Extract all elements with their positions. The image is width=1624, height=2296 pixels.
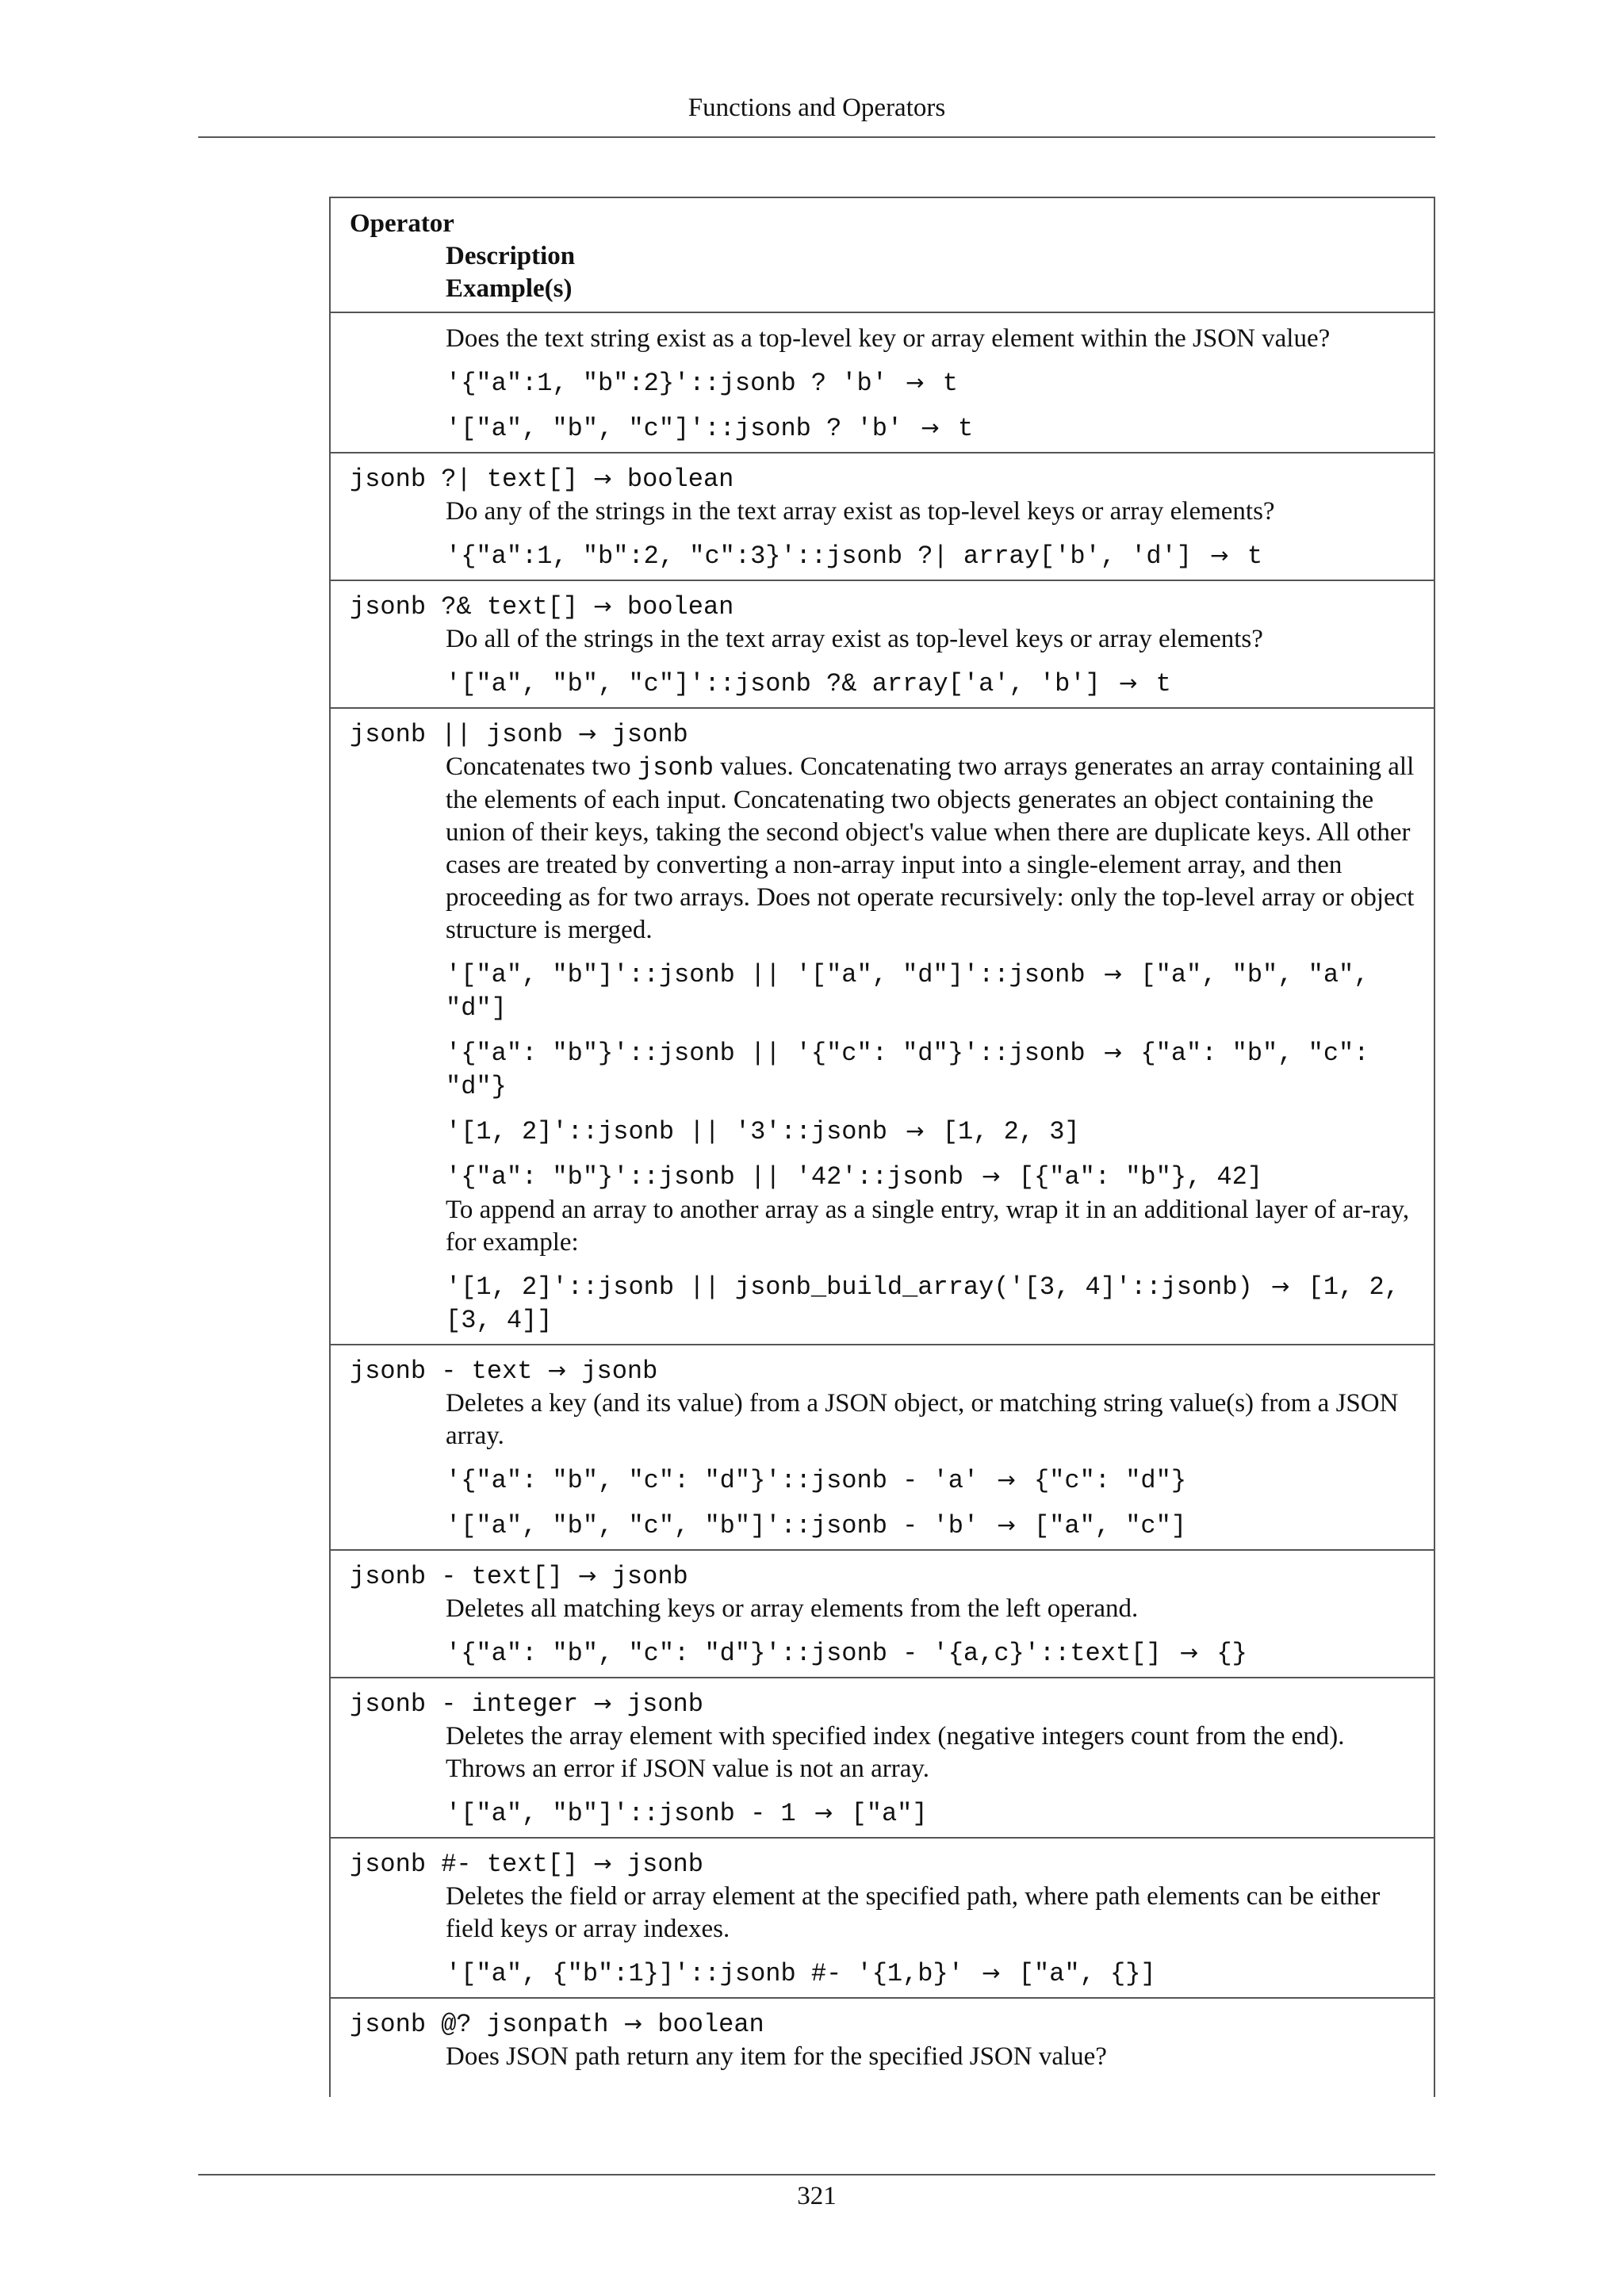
sig-return-type: boolean [657,2010,764,2039]
operator-signature [350,1848,1429,1881]
example-expression: '["a", "b", "c", "b"]'::jsonb - 'b' [446,1511,979,1540]
operator-description: Does the text string exist as a top-level key or array element within the JSON value? [446,324,1331,353]
operator-signature [350,1355,1429,1387]
table-cell [330,312,1434,453]
sig-left-type: jsonb [350,1689,427,1719]
footer-rule [198,2174,1435,2175]
example-line [350,411,1429,446]
arrow-icon: → [578,721,597,747]
table-cell [330,453,1434,580]
example-result: t [942,369,958,398]
example-result: t [1155,669,1171,698]
example-result: ["a", "c"] [1033,1511,1187,1540]
arrow-icon: → [997,1467,1016,1493]
arrow-icon: → [921,415,940,441]
table-cell [330,580,1434,708]
example-expression: '["a", "b"]'::jsonb - 1 [446,1799,796,1828]
example-result: ["a", {}] [1018,1959,1156,1988]
table-row [330,1838,1434,1998]
operator-description: Does JSON path return any item for the specified JSON value? [446,2042,1107,2071]
example-expression: '{"a":1, "b":2, "c":3}'::jsonb ?| array['b', 'd'] [446,541,1192,571]
header-operator: Operator [350,209,454,238]
example-result: ["a"] [851,1799,928,1828]
table-header-cell [330,197,1434,312]
example-line [350,1509,1429,1543]
example-result: {"a": "b", "c": "d"} [446,1039,1385,1101]
example-expression: '{"a":1, "b":2}'::jsonb ? 'b' [446,369,887,398]
sig-right-type: text [471,1357,533,1386]
arrow-icon: → [593,465,612,492]
example-expression: '[1, 2]'::jsonb || jsonb_build_array('[3, 4]'::jsonb) [446,1272,1253,1302]
table-cell [330,1345,1434,1550]
example-expression: '{"a": "b"}'::jsonb || '{"c": "d"}'::jsonb [446,1039,1086,1068]
arrow-icon: → [1210,542,1229,568]
sig-right-type: text[] [486,1850,579,1879]
desc-text-pre: Concatenates two [446,752,631,781]
operator-note: To append an array to another array as a single entry, wrap it in an additional layer of ar-ray, for example: [446,1196,1410,1257]
example-expression: '["a", "b", "c"]'::jsonb ?& array['a', 'b'] [446,669,1101,698]
sig-operator: - [441,1562,457,1591]
sig-right-type: text[] [471,1562,563,1591]
sig-left-type: jsonb [350,1562,427,1591]
sig-operator: - [441,1689,457,1719]
table-cell [330,1550,1434,1678]
arrow-icon: → [982,1960,1001,1986]
arrow-icon: → [1103,961,1123,987]
arrow-icon: → [814,1800,833,1826]
operator-table [329,197,1435,2097]
table-row [330,453,1434,580]
example-result: t [1247,541,1263,571]
sig-operator: - [441,1357,457,1386]
table-row [330,1345,1434,1550]
sig-return-type: jsonb [611,1562,688,1591]
sig-operator: #- [441,1850,472,1879]
example-expression: '[1, 2]'::jsonb || '3'::jsonb [446,1117,887,1146]
sig-right-type: jsonpath [486,2010,609,2039]
sig-right-type: jsonb [486,720,563,749]
operator-signature [350,1560,1429,1593]
operator-description: Deletes all matching keys or array elements from the left operand. [446,1594,1139,1623]
example-result: {"c": "d"} [1033,1466,1187,1495]
sig-left-type: jsonb [350,592,427,622]
sig-operator: @? [441,2010,472,2039]
table-header-row [330,197,1434,312]
example-expression: '{"a": "b"}'::jsonb || '42'::jsonb [446,1162,963,1192]
table-cell [330,708,1434,1345]
operator-description: Do any of the strings in the text array exist as top-level keys or array elements? [446,497,1275,526]
arrow-icon: → [547,1357,567,1383]
sig-return-type: jsonb [611,720,688,749]
sig-return-type: jsonb [626,1689,703,1719]
arrow-icon: → [997,1512,1016,1538]
table-row [330,312,1434,453]
operator-signature [350,463,1429,496]
sig-left-type: jsonb [350,2010,427,2039]
example-line [350,1115,1429,1149]
operator-description: Do all of the strings in the text array exist as top-level keys or array elements? [446,625,1263,653]
arrow-icon: → [623,2011,643,2037]
desc-inline-code: jsonb [637,753,714,783]
table-row [330,1678,1434,1838]
operator-description: Deletes the field or array element at the specified path, where path elements can be either field keys or array indexes. [446,1882,1381,1943]
header-rule [198,136,1435,138]
example-result: t [957,414,974,443]
arrow-icon: → [906,1118,925,1144]
sig-return-type: boolean [626,465,734,494]
example-expression: '["a", "b"]'::jsonb || '["a", "d"]'::jsonb [446,960,1086,989]
operator-description: Deletes a key (and its value) from a JSON object, or matching string value(s) from a JSON array. [446,1389,1399,1450]
example-line [350,366,1429,400]
sig-left-type: jsonb [350,1357,427,1386]
arrow-icon: → [593,1690,612,1716]
example-result: {} [1216,1639,1247,1668]
table-cell [330,1678,1434,1838]
sig-return-type: boolean [626,592,734,622]
page-number: 321 [797,2182,837,2210]
operator-signature [350,2008,1429,2041]
sig-right-type: text[] [486,465,579,494]
arrow-icon: → [1118,670,1138,696]
example-line [350,539,1429,573]
sig-operator: ?& [441,592,472,622]
table-row [330,1550,1434,1678]
sig-return-type: jsonb [626,1850,703,1879]
example-line [350,958,1429,1025]
header-description: Description [446,242,576,270]
example-result: [1, 2, [3, 4]] [446,1272,1415,1335]
example-expression: '["a", {"b":1}]'::jsonb #- '{1,b}' [446,1959,963,1988]
arrow-icon: → [982,1163,1001,1189]
operator-signature [350,1688,1429,1720]
sig-left-type: jsonb [350,720,427,749]
table-cell [330,1838,1434,1998]
sig-return-type: jsonb [581,1357,658,1386]
example-line [350,667,1429,701]
arrow-icon: → [578,1563,597,1589]
table-row [330,1998,1434,2097]
example-expression: '{"a": "b", "c": "d"}'::jsonb - '{a,c}'::text[] [446,1639,1162,1668]
operator-description [350,751,1429,947]
sig-left-type: jsonb [350,1850,427,1879]
example-line [350,1036,1429,1104]
operator-signature [350,591,1429,623]
table-row [330,708,1434,1345]
example-expression: '["a", "b", "c"]'::jsonb ? 'b' [446,414,903,443]
example-line [350,1797,1429,1831]
arrow-icon: → [1270,1273,1290,1299]
example-line [350,1464,1429,1498]
arrow-icon: → [906,369,925,396]
desc-text-post: values. Concatenating two arrays generates an array containing all the elements of each input. Concatenating two objects generates an object containing the union of their keys, taking the second object's value when there are duplicate keys. All other cases are treated by converting a non-array input into a single-element array, and then proceeding as for two arrays. Does not operate recursively: only the top-level array or object structure is merged. [446,752,1415,944]
arrow-icon: → [1179,1640,1199,1666]
sig-right-type: integer [471,1689,579,1719]
arrow-icon: → [593,1850,612,1877]
operator-signature [350,718,1429,751]
arrow-icon: → [593,593,612,619]
example-expression: '{"a": "b", "c": "d"}'::jsonb - 'a' [446,1466,979,1495]
example-line [350,1270,1429,1337]
header-examples: Example(s) [446,274,573,303]
example-result: [{"a": "b"}, 42] [1018,1162,1263,1192]
operator-description: Deletes the array element with specified index (negative integers count from the end). Throws an error if JSON value is not an array. [446,1722,1345,1783]
example-result: ["a", "b", "a", "d"] [446,960,1385,1023]
sig-operator: ?| [441,465,472,494]
table-cell [330,1998,1434,2097]
sig-operator: || [441,720,472,749]
example-line [350,1636,1429,1670]
example-line [350,1957,1429,1991]
example-result: [1, 2, 3] [942,1117,1080,1146]
page-header: Functions and Operators [688,94,946,122]
arrow-icon: → [1103,1039,1123,1066]
sig-left-type: jsonb [350,465,427,494]
example-line [350,1160,1429,1194]
table-row [330,580,1434,708]
sig-right-type: text[] [486,592,579,622]
